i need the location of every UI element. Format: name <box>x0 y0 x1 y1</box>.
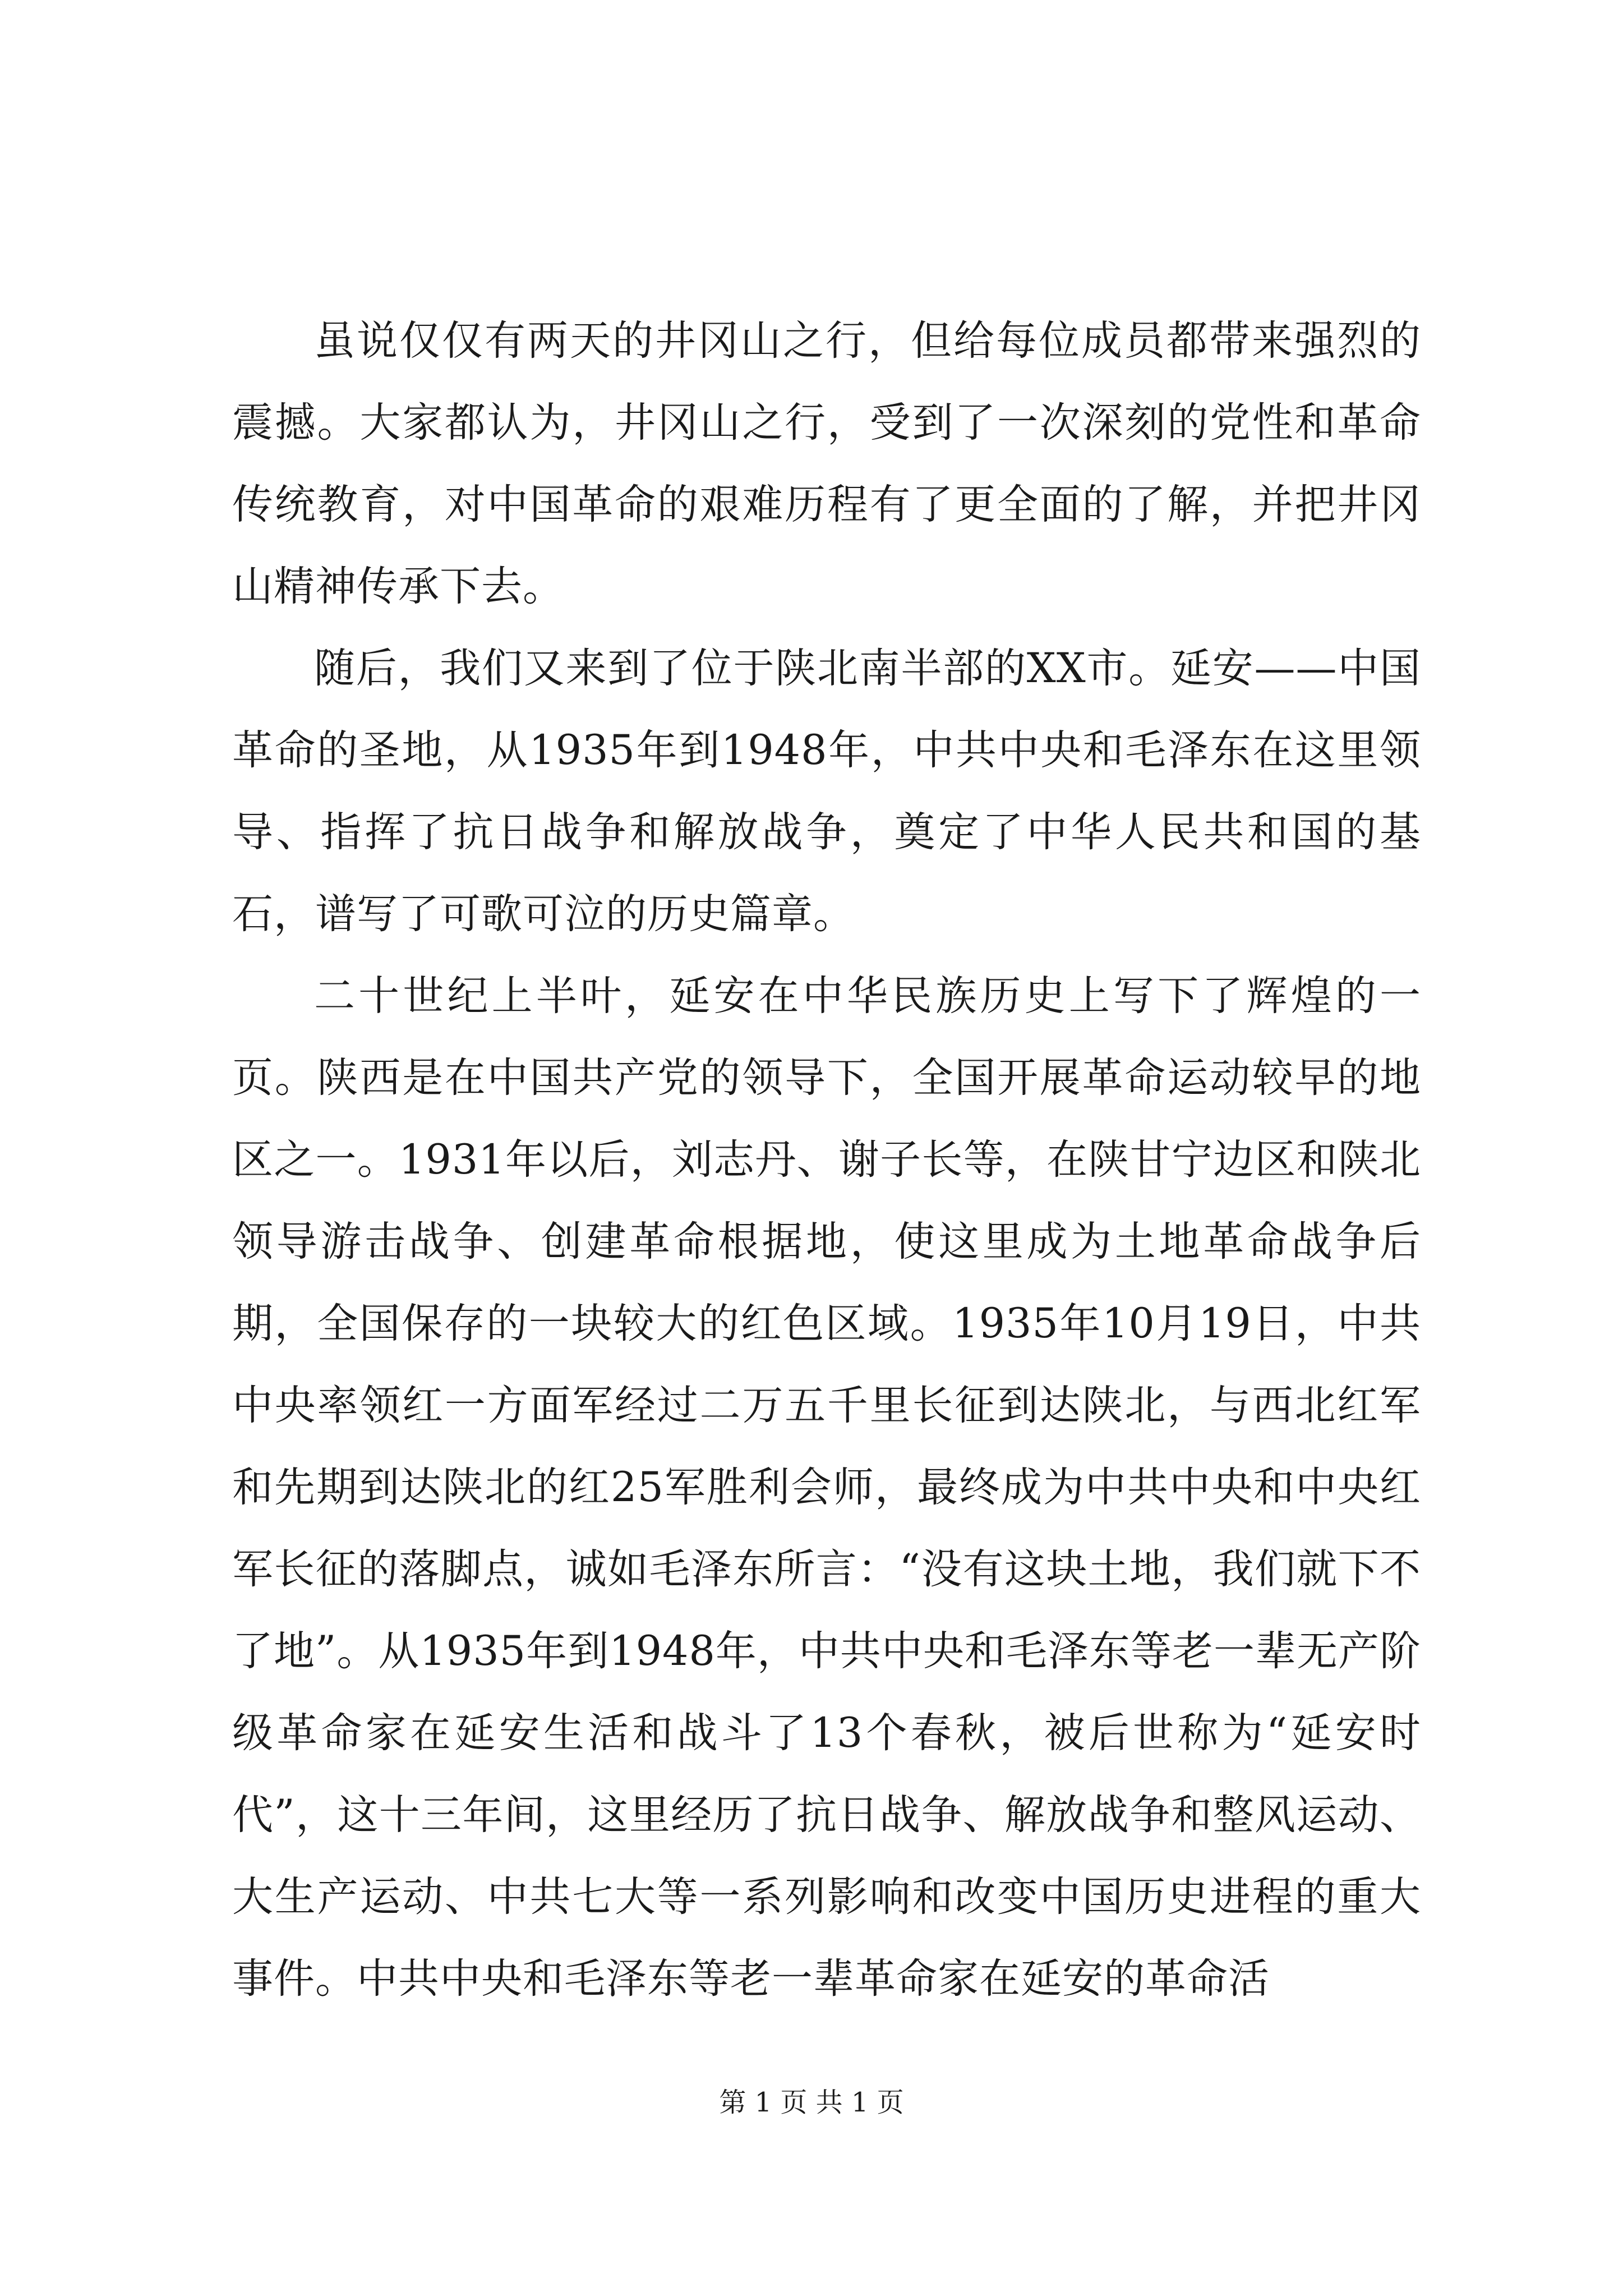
page-footer: 第 1 页 共 1 页 <box>719 2087 904 2118</box>
paragraph-yanan-arrival: 随后，我们又来到了位于陕北南半部的XX市。延安——中国革命的圣地，从1935年到1948年，中共中央和毛泽东在这里领导、指挥了抗日战争和解放战争，奠定了中华人民共和国的基石，谱写了可歌可泣的历史篇章。 <box>232 645 1421 938</box>
paragraph-jinggangshan: 虽说仅仅有两天的井冈山之行，但给每位成员都带来强烈的震撼。大家都认为，井冈山之行，受到了一次深刻的党性和革命传统教育，对中国革命的艰难历程有了更全面的了解，并把井冈山精神传承下去。 <box>232 317 1421 610</box>
document-body <box>232 300 1421 2020</box>
paragraph-yanan-history: 二十世纪上半叶，延安在中华民族历史上写下了辉煌的一页。陕西是在中国共产党的领导下，全国开展革命运动较早的地区之一。1931年以后，刘志丹、谢子长等，在陕甘宁边区和陕北领导游击战争、创建革命根据地，使这里成为土地革命战争后期，全国保存的一块较大的红色区域。1935年10月19日，中共中央率领红一方面军经过二万五千里长征到达陕北，与西北红军和先期到达陕北的红25军胜利会师，最终成为中共中央和中央红军长征的落脚点，诚如毛泽东所言：“没有这块土地，我们就下不了地”。从1935年到1948年，中共中央和毛泽东等老一辈无产阶级革命家在延安生活和战斗了13个春秋，被后世称为“延安时代”，这十三年间，这里经历了抗日战争、解放战争和整风运动、大生产运动、中共七大等一系列影响和改变中国历史进程的重大事件。中共中央和毛泽东等老一辈革命家在延安的革命活 <box>232 972 1421 2003</box>
